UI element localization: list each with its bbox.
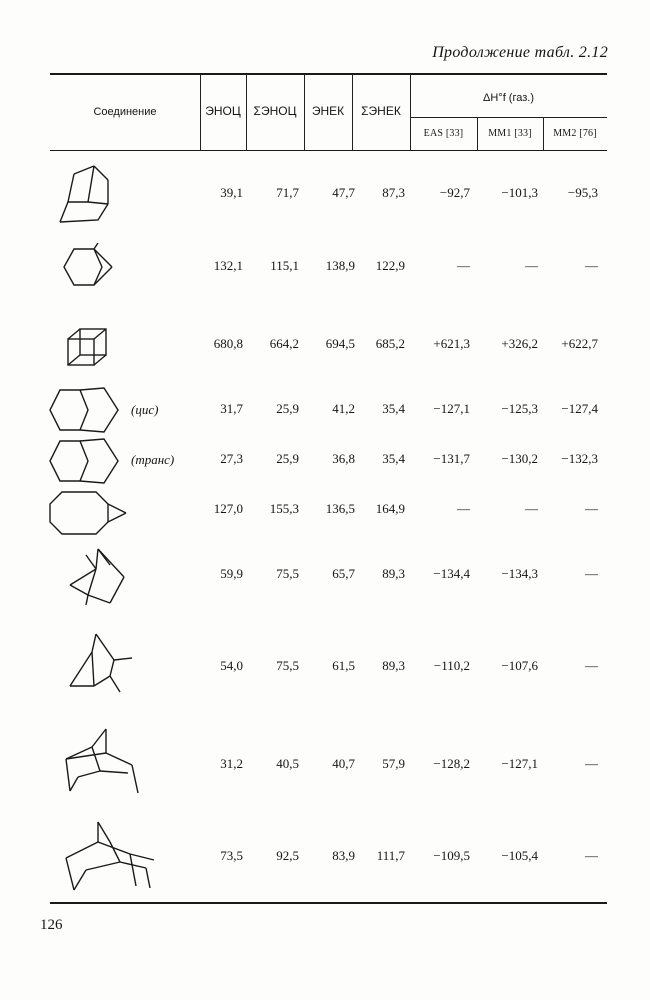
cell-eas: +621,3	[433, 336, 470, 351]
cell-senek: 89,3	[382, 566, 405, 581]
cell-enek: 83,9	[332, 848, 355, 863]
methyl-bicycloheptane-icon	[60, 243, 116, 291]
cell-enoc: 54,0	[220, 658, 243, 673]
cell-enek: 40,7	[332, 756, 355, 771]
cell-mm2: —	[585, 848, 598, 863]
cell-eas: −92,7	[439, 185, 470, 200]
cis-label: (цис)	[131, 402, 159, 417]
cell-mm1: −125,3	[501, 401, 538, 416]
cell-senek: 89,3	[382, 658, 405, 673]
cell-mm2: —	[585, 501, 598, 516]
header-senek: ΣЭНЕК	[361, 104, 401, 118]
cell-mm1: −101,3	[501, 185, 538, 200]
cell-mm2: —	[585, 258, 598, 273]
trans-label: (транс)	[131, 452, 175, 467]
cell-enoc: 73,5	[220, 848, 243, 863]
cell-eas: —	[457, 258, 470, 273]
cis-hydrindane-icon	[46, 386, 128, 434]
cell-mm1: −127,1	[501, 756, 538, 771]
cell-mm2: —	[585, 756, 598, 771]
cell-senoc: 25,9	[276, 451, 299, 466]
page-number: 126	[40, 917, 63, 933]
cell-mm1: −130,2	[501, 451, 538, 466]
header-dhf: ΔH°f (газ.)	[483, 92, 534, 104]
cell-senek: 87,3	[382, 185, 405, 200]
cell-enek: 41,2	[332, 401, 355, 416]
dhf-underline	[410, 117, 607, 118]
cell-enek: 61,5	[332, 658, 355, 673]
cell-mm1: −107,6	[501, 658, 538, 673]
header-bottom-rule	[50, 150, 607, 151]
cell-enoc: 127,0	[213, 501, 243, 516]
bicyclo-decane-icon	[44, 488, 130, 538]
bicyclo-nonane-icon	[52, 725, 144, 801]
cell-enoc: 27,3	[220, 451, 243, 466]
cell-senek: 122,9	[375, 258, 405, 273]
cell-enek: 65,7	[332, 566, 355, 581]
bicyclo-octane-icon	[54, 160, 124, 226]
cubane-icon	[64, 325, 112, 369]
cell-enoc: 31,7	[220, 401, 243, 416]
cell-senoc: 155,3	[269, 501, 299, 516]
header-enoc: ЭНОЦ	[205, 104, 241, 118]
cell-senek: 35,4	[382, 451, 405, 466]
cell-enek: 36,8	[332, 451, 355, 466]
cell-mm2: —	[585, 658, 598, 673]
header-mm1: MM1 [33]	[488, 128, 532, 139]
cell-senek: 111,7	[376, 848, 405, 863]
cell-senek: 164,9	[375, 501, 405, 516]
cell-enoc: 39,1	[220, 185, 243, 200]
cell-mm2: —	[585, 566, 598, 581]
cell-mm1: —	[525, 258, 538, 273]
table-caption: Продолжение табл. 2.12	[432, 44, 608, 61]
cell-mm1: −105,4	[501, 848, 538, 863]
cell-enoc: 59,9	[220, 566, 243, 581]
dimethyl-norbornane-icon	[62, 630, 136, 698]
cell-senoc: 664,2	[269, 336, 299, 351]
cell-senek: 685,2	[375, 336, 405, 351]
cell-eas: −131,7	[433, 451, 470, 466]
cell-senoc: 25,9	[276, 401, 299, 416]
cell-eas: −109,5	[433, 848, 470, 863]
cell-senoc: 115,1	[270, 258, 299, 273]
cell-senoc: 40,5	[276, 756, 299, 771]
cell-senoc: 71,7	[276, 185, 299, 200]
cell-eas: −110,2	[433, 658, 470, 673]
header-enek: ЭНЕК	[311, 104, 345, 118]
cell-eas: −128,2	[433, 756, 470, 771]
cell-eas: −134,4	[433, 566, 470, 581]
header-eas: EAS [33]	[423, 128, 464, 139]
cell-enoc: 132,1	[213, 258, 243, 273]
cell-mm2: −95,3	[567, 185, 598, 200]
cell-senoc: 75,5	[276, 658, 299, 673]
header-compound: Соединение	[93, 106, 157, 118]
bicyclo-undecane-icon	[60, 818, 156, 896]
cell-senoc: 75,5	[276, 566, 299, 581]
cell-mm1: −134,3	[501, 566, 538, 581]
bottom-rule	[50, 902, 607, 904]
cell-enek: 47,7	[332, 185, 355, 200]
cell-senoc: 92,5	[276, 848, 299, 863]
header-senoc: ΣЭНОЦ	[253, 104, 297, 118]
cell-senek: 35,4	[382, 401, 405, 416]
top-rule	[50, 73, 607, 75]
cell-enek: 136,5	[325, 501, 355, 516]
cell-eas: −127,1	[433, 401, 470, 416]
cell-mm2: +622,7	[561, 336, 598, 351]
cell-mm2: −127,4	[561, 401, 598, 416]
cell-eas: —	[457, 501, 470, 516]
cell-enek: 138,9	[325, 258, 355, 273]
cell-mm2: −132,3	[561, 451, 598, 466]
cell-senek: 57,9	[382, 756, 405, 771]
cell-enoc: 31,2	[220, 756, 243, 771]
header-mm2: MM2 [76]	[553, 128, 597, 139]
cell-mm1: +326,2	[501, 336, 538, 351]
trimethyl-norbornane-icon	[60, 545, 130, 607]
trans-hydrindane-icon	[46, 437, 128, 485]
cell-mm1: —	[525, 501, 538, 516]
cell-enek: 694,5	[325, 336, 355, 351]
cell-enoc: 680,8	[213, 336, 243, 351]
